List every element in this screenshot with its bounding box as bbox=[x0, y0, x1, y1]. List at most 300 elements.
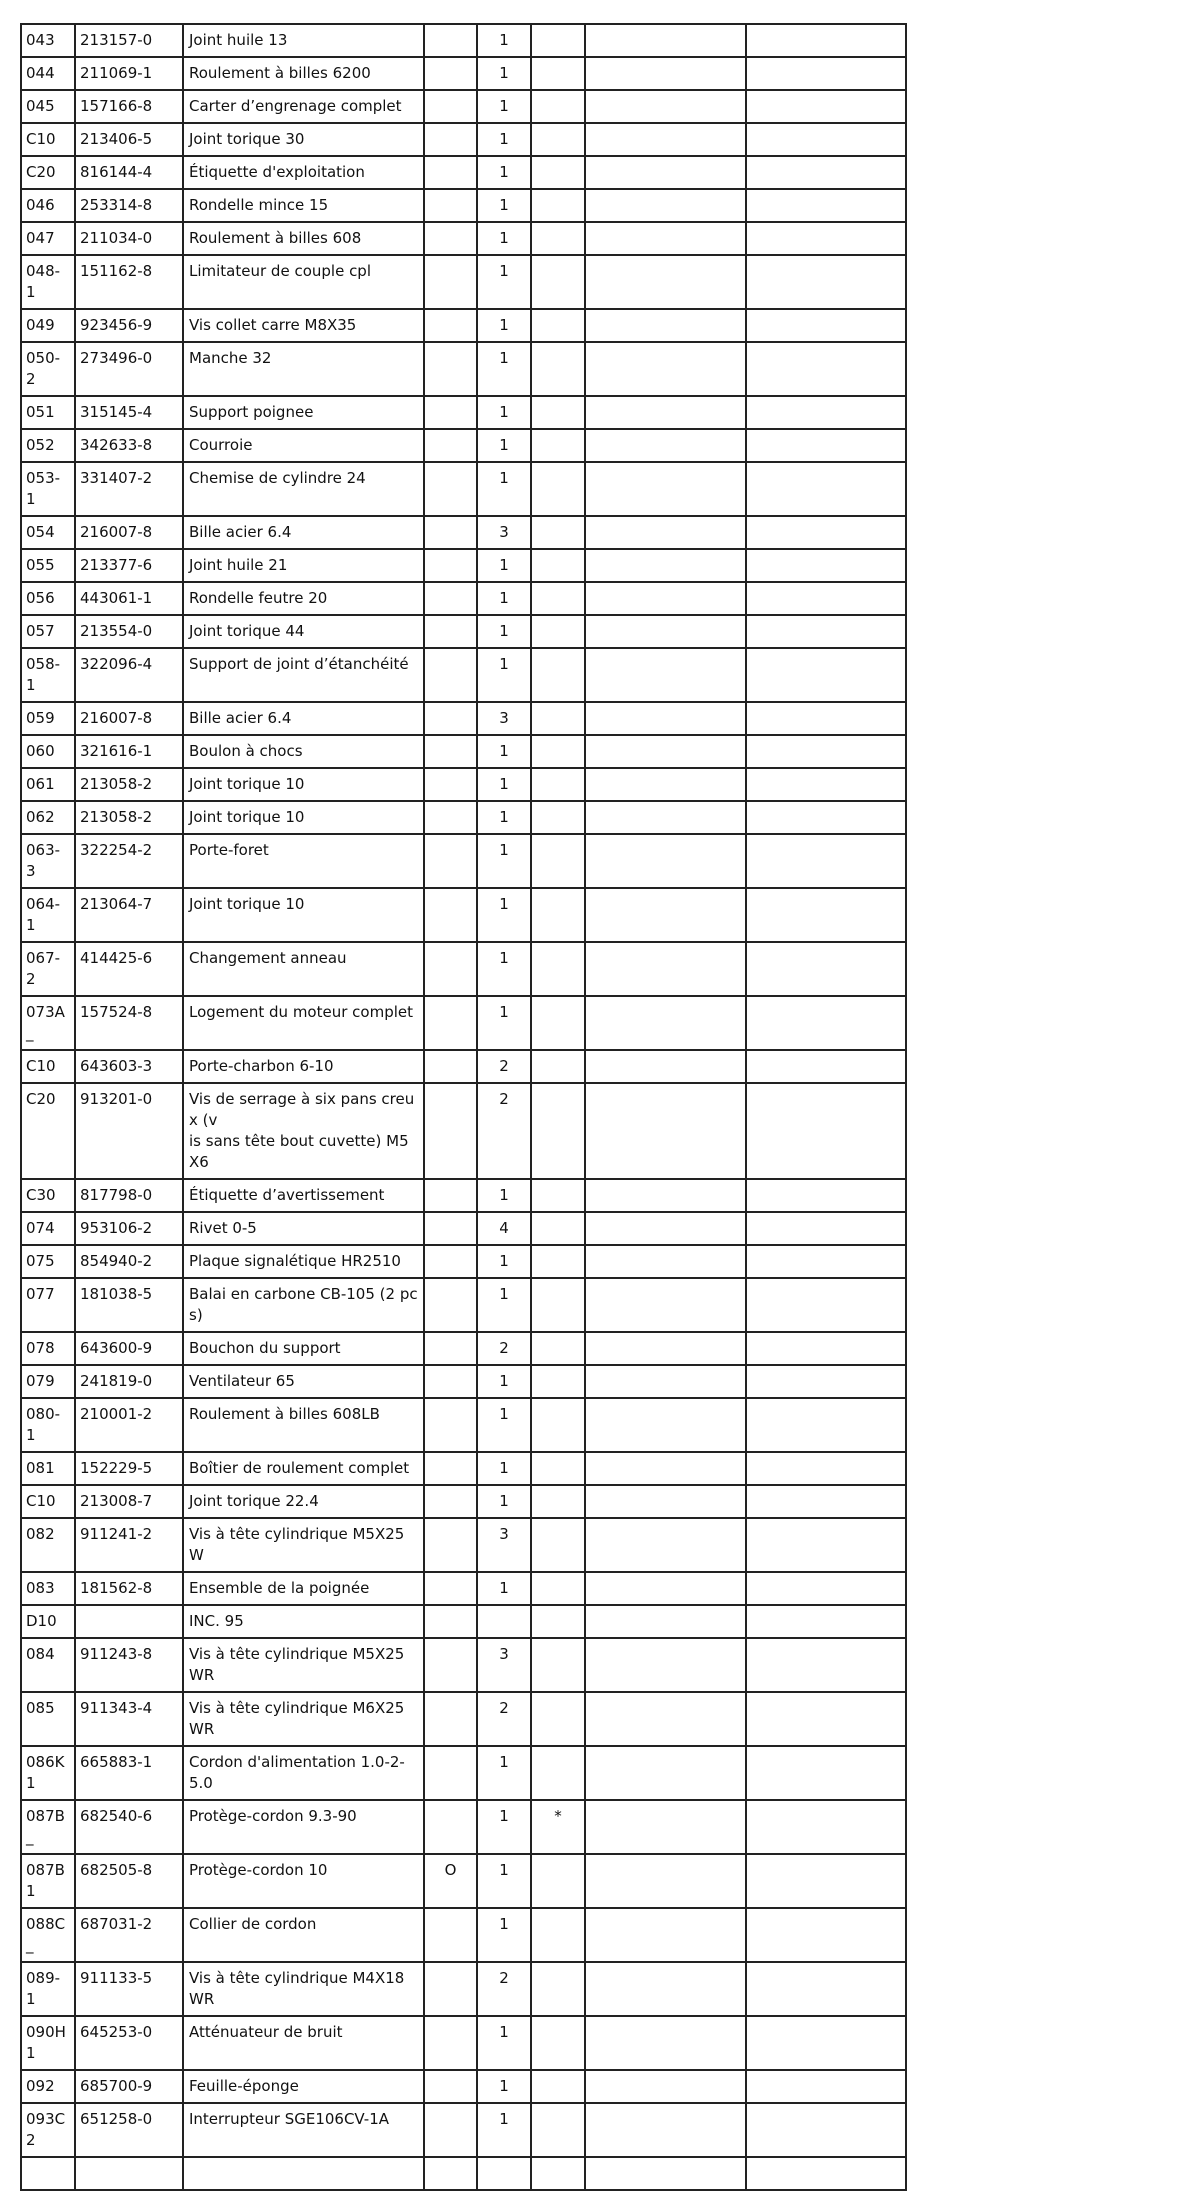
flag-cell bbox=[424, 1800, 477, 1854]
table-row bbox=[21, 462, 906, 516]
mark-cell bbox=[531, 1365, 585, 1398]
quantity-cell: 1 bbox=[477, 801, 531, 834]
table-row bbox=[21, 1962, 906, 2016]
note-cell bbox=[585, 702, 746, 735]
quantity-cell: 1 bbox=[477, 582, 531, 615]
item-number-cell: 063-3 bbox=[21, 834, 75, 888]
table-row bbox=[21, 1572, 906, 1605]
description-cell: Vis à tête cylindrique M4X18 WR bbox=[183, 1962, 424, 2016]
note-cell bbox=[585, 2016, 746, 2070]
note-cell bbox=[585, 1962, 746, 2016]
note-cell bbox=[746, 1365, 906, 1398]
flag-cell bbox=[424, 1485, 477, 1518]
mark-cell bbox=[531, 834, 585, 888]
part-number-cell: 645253-0 bbox=[75, 2016, 183, 2070]
item-number-cell: 051 bbox=[21, 396, 75, 429]
item-number-cell: D10 bbox=[21, 1605, 75, 1638]
quantity-cell: 1 bbox=[477, 648, 531, 702]
part-number-cell: 816144-4 bbox=[75, 156, 183, 189]
item-number-cell: C20 bbox=[21, 1083, 75, 1179]
note-cell bbox=[585, 1605, 746, 1638]
item-number-cell: 055 bbox=[21, 549, 75, 582]
part-number-cell: 687031-2 bbox=[75, 1908, 183, 1962]
item-number-cell: 043 bbox=[21, 24, 75, 57]
note-cell bbox=[585, 942, 746, 996]
item-number-cell bbox=[21, 2157, 75, 2190]
item-number-cell: 062 bbox=[21, 801, 75, 834]
flag-cell bbox=[424, 90, 477, 123]
item-number-cell: 044 bbox=[21, 57, 75, 90]
item-number-cell: 053-1 bbox=[21, 462, 75, 516]
mark-cell bbox=[531, 996, 585, 1050]
quantity-cell: 1 bbox=[477, 255, 531, 309]
note-cell bbox=[746, 1962, 906, 2016]
description-cell: Vis de serrage à six pans creux (v is sans tête bout cuvette) M5X6 bbox=[183, 1083, 424, 1179]
note-cell bbox=[585, 2070, 746, 2103]
quantity-cell: 1 bbox=[477, 2103, 531, 2157]
item-number-cell: 056 bbox=[21, 582, 75, 615]
note-cell bbox=[585, 996, 746, 1050]
note-cell bbox=[585, 90, 746, 123]
mark-cell bbox=[531, 156, 585, 189]
note-cell bbox=[585, 189, 746, 222]
table-row bbox=[21, 1605, 906, 1638]
flag-cell bbox=[424, 1452, 477, 1485]
note-cell bbox=[585, 1908, 746, 1962]
note-cell bbox=[585, 1083, 746, 1179]
table-row bbox=[21, 834, 906, 888]
item-number-cell: 047 bbox=[21, 222, 75, 255]
flag-cell bbox=[424, 2157, 477, 2190]
quantity-cell: 1 bbox=[477, 429, 531, 462]
mark-cell bbox=[531, 1278, 585, 1332]
table-row bbox=[21, 309, 906, 342]
mark-cell bbox=[531, 429, 585, 462]
mark-cell bbox=[531, 189, 585, 222]
note-cell bbox=[746, 2103, 906, 2157]
description-cell: Carter d’engrenage complet bbox=[183, 90, 424, 123]
mark-cell bbox=[531, 222, 585, 255]
description-cell: Support poignee bbox=[183, 396, 424, 429]
note-cell bbox=[585, 1452, 746, 1485]
flag-cell bbox=[424, 1050, 477, 1083]
flag-cell bbox=[424, 2016, 477, 2070]
part-number-cell: 253314-8 bbox=[75, 189, 183, 222]
flag-cell bbox=[424, 1083, 477, 1179]
item-number-cell: 074 bbox=[21, 1212, 75, 1245]
quantity-cell: 1 bbox=[477, 1179, 531, 1212]
flag-cell bbox=[424, 1962, 477, 2016]
table-row bbox=[21, 1179, 906, 1212]
quantity-cell: 4 bbox=[477, 1212, 531, 1245]
flag-cell bbox=[424, 1638, 477, 1692]
part-number-cell: 923456-9 bbox=[75, 309, 183, 342]
flag-cell bbox=[424, 1278, 477, 1332]
table-row bbox=[21, 189, 906, 222]
mark-cell bbox=[531, 396, 585, 429]
note-cell bbox=[746, 1908, 906, 1962]
part-number-cell: 213008-7 bbox=[75, 1485, 183, 1518]
note-cell bbox=[585, 123, 746, 156]
mark-cell bbox=[531, 768, 585, 801]
description-cell: Support de joint d’étanchéité bbox=[183, 648, 424, 702]
item-number-cell: 073A_ bbox=[21, 996, 75, 1050]
mark-cell bbox=[531, 309, 585, 342]
mark-cell: * bbox=[531, 1800, 585, 1854]
part-number-cell: 213157-0 bbox=[75, 24, 183, 57]
flag-cell bbox=[424, 1245, 477, 1278]
note-cell bbox=[746, 1638, 906, 1692]
description-cell: Boulon à chocs bbox=[183, 735, 424, 768]
note-cell bbox=[585, 396, 746, 429]
part-number-cell: 854940-2 bbox=[75, 1245, 183, 1278]
note-cell bbox=[746, 648, 906, 702]
note-cell bbox=[585, 549, 746, 582]
quantity-cell: 1 bbox=[477, 1908, 531, 1962]
note-cell bbox=[746, 342, 906, 396]
note-cell bbox=[585, 462, 746, 516]
mark-cell bbox=[531, 57, 585, 90]
note-cell bbox=[746, 255, 906, 309]
mark-cell bbox=[531, 1854, 585, 1908]
flag-cell bbox=[424, 1692, 477, 1746]
part-number-cell: 643603-3 bbox=[75, 1050, 183, 1083]
note-cell bbox=[746, 1245, 906, 1278]
mark-cell bbox=[531, 735, 585, 768]
quantity-cell: 1 bbox=[477, 942, 531, 996]
description-cell: Joint torique 10 bbox=[183, 801, 424, 834]
item-number-cell: 087B1 bbox=[21, 1854, 75, 1908]
mark-cell bbox=[531, 24, 585, 57]
table-row bbox=[21, 648, 906, 702]
part-number-cell: 643600-9 bbox=[75, 1332, 183, 1365]
item-number-cell: C10 bbox=[21, 1485, 75, 1518]
note-cell bbox=[585, 57, 746, 90]
item-number-cell: 078 bbox=[21, 1332, 75, 1365]
mark-cell bbox=[531, 1908, 585, 1962]
quantity-cell: 1 bbox=[477, 222, 531, 255]
mark-cell bbox=[531, 1398, 585, 1452]
description-cell: Rondelle mince 15 bbox=[183, 189, 424, 222]
part-number-cell: 665883-1 bbox=[75, 1746, 183, 1800]
description-cell: INC. 95 bbox=[183, 1605, 424, 1638]
item-number-cell: 081 bbox=[21, 1452, 75, 1485]
flag-cell bbox=[424, 1908, 477, 1962]
description-cell: Vis collet carre M8X35 bbox=[183, 309, 424, 342]
description-cell: Joint torique 30 bbox=[183, 123, 424, 156]
note-cell bbox=[585, 2103, 746, 2157]
description-cell: Roulement à billes 608 bbox=[183, 222, 424, 255]
mark-cell bbox=[531, 1572, 585, 1605]
description-cell: Bouchon du support bbox=[183, 1332, 424, 1365]
part-number-cell: 213377-6 bbox=[75, 549, 183, 582]
table-row bbox=[21, 1212, 906, 1245]
quantity-cell: 1 bbox=[477, 24, 531, 57]
note-cell bbox=[585, 735, 746, 768]
description-cell: Étiquette d’avertissement bbox=[183, 1179, 424, 1212]
note-cell bbox=[585, 1365, 746, 1398]
note-cell bbox=[746, 156, 906, 189]
description-cell: Joint huile 21 bbox=[183, 549, 424, 582]
item-number-cell: 045 bbox=[21, 90, 75, 123]
item-number-cell: 093C2 bbox=[21, 2103, 75, 2157]
flag-cell bbox=[424, 342, 477, 396]
item-number-cell: 046 bbox=[21, 189, 75, 222]
note-cell bbox=[746, 768, 906, 801]
mark-cell bbox=[531, 1485, 585, 1518]
description-cell: Joint torique 44 bbox=[183, 615, 424, 648]
quantity-cell: 2 bbox=[477, 1332, 531, 1365]
note-cell bbox=[746, 462, 906, 516]
part-number-cell: 817798-0 bbox=[75, 1179, 183, 1212]
item-number-cell: 082 bbox=[21, 1518, 75, 1572]
mark-cell bbox=[531, 516, 585, 549]
note-cell bbox=[585, 309, 746, 342]
table-row bbox=[21, 615, 906, 648]
description-cell bbox=[183, 2157, 424, 2190]
quantity-cell: 1 bbox=[477, 156, 531, 189]
part-number-cell: 151162-8 bbox=[75, 255, 183, 309]
table-row bbox=[21, 1452, 906, 1485]
item-number-cell: 080-1 bbox=[21, 1398, 75, 1452]
flag-cell bbox=[424, 549, 477, 582]
part-number-cell: 213406-5 bbox=[75, 123, 183, 156]
quantity-cell: 1 bbox=[477, 1854, 531, 1908]
description-cell: Rondelle feutre 20 bbox=[183, 582, 424, 615]
flag-cell bbox=[424, 1572, 477, 1605]
table-row bbox=[21, 2070, 906, 2103]
mark-cell bbox=[531, 2070, 585, 2103]
quantity-cell: 2 bbox=[477, 1083, 531, 1179]
flag-cell bbox=[424, 888, 477, 942]
part-number-cell: 273496-0 bbox=[75, 342, 183, 396]
description-cell: Ventilateur 65 bbox=[183, 1365, 424, 1398]
note-cell bbox=[746, 516, 906, 549]
table-row bbox=[21, 57, 906, 90]
mark-cell bbox=[531, 2103, 585, 2157]
note-cell bbox=[746, 801, 906, 834]
mark-cell bbox=[531, 942, 585, 996]
description-cell: Joint huile 13 bbox=[183, 24, 424, 57]
description-cell: Vis à tête cylindrique M6X25 WR bbox=[183, 1692, 424, 1746]
table-row bbox=[21, 516, 906, 549]
mark-cell bbox=[531, 1050, 585, 1083]
table-row bbox=[21, 768, 906, 801]
flag-cell bbox=[424, 702, 477, 735]
mark-cell bbox=[531, 462, 585, 516]
note-cell bbox=[585, 1692, 746, 1746]
table-row bbox=[21, 735, 906, 768]
quantity-cell: 1 bbox=[477, 57, 531, 90]
note-cell bbox=[746, 1800, 906, 1854]
table-row bbox=[21, 1398, 906, 1452]
note-cell bbox=[585, 834, 746, 888]
quantity-cell: 1 bbox=[477, 1452, 531, 1485]
note-cell bbox=[746, 2070, 906, 2103]
note-cell bbox=[746, 1398, 906, 1452]
quantity-cell: 1 bbox=[477, 549, 531, 582]
item-number-cell: 092 bbox=[21, 2070, 75, 2103]
mark-cell bbox=[531, 2016, 585, 2070]
quantity-cell: 1 bbox=[477, 996, 531, 1050]
mark-cell bbox=[531, 1452, 585, 1485]
flag-cell bbox=[424, 24, 477, 57]
mark-cell bbox=[531, 801, 585, 834]
part-number-cell: 685700-9 bbox=[75, 2070, 183, 2103]
description-cell: Joint torique 22.4 bbox=[183, 1485, 424, 1518]
table-row bbox=[21, 1050, 906, 1083]
description-cell: Collier de cordon bbox=[183, 1908, 424, 1962]
note-cell bbox=[585, 222, 746, 255]
description-cell: Vis à tête cylindrique M5X25 WR bbox=[183, 1638, 424, 1692]
note-cell bbox=[585, 1050, 746, 1083]
quantity-cell: 1 bbox=[477, 1365, 531, 1398]
table-row bbox=[21, 996, 906, 1050]
table-row bbox=[21, 702, 906, 735]
flag-cell bbox=[424, 996, 477, 1050]
description-cell: Roulement à billes 6200 bbox=[183, 57, 424, 90]
flag-cell bbox=[424, 735, 477, 768]
note-cell bbox=[585, 156, 746, 189]
note-cell bbox=[746, 996, 906, 1050]
description-cell: Chemise de cylindre 24 bbox=[183, 462, 424, 516]
note-cell bbox=[585, 342, 746, 396]
flag-cell bbox=[424, 2103, 477, 2157]
flag-cell bbox=[424, 942, 477, 996]
quantity-cell: 1 bbox=[477, 1245, 531, 1278]
table-row bbox=[21, 1278, 906, 1332]
part-number-cell: 321616-1 bbox=[75, 735, 183, 768]
table-row bbox=[21, 1245, 906, 1278]
quantity-cell: 1 bbox=[477, 1800, 531, 1854]
mark-cell bbox=[531, 1962, 585, 2016]
mark-cell bbox=[531, 1083, 585, 1179]
description-cell: Étiquette d'exploitation bbox=[183, 156, 424, 189]
quantity-cell: 3 bbox=[477, 702, 531, 735]
mark-cell bbox=[531, 1179, 585, 1212]
part-number-cell: 342633-8 bbox=[75, 429, 183, 462]
note-cell bbox=[746, 1278, 906, 1332]
mark-cell bbox=[531, 615, 585, 648]
quantity-cell: 2 bbox=[477, 1692, 531, 1746]
part-number-cell: 211034-0 bbox=[75, 222, 183, 255]
mark-cell bbox=[531, 648, 585, 702]
item-number-cell: 084 bbox=[21, 1638, 75, 1692]
description-cell: Rivet 0-5 bbox=[183, 1212, 424, 1245]
flag-cell bbox=[424, 222, 477, 255]
note-cell bbox=[585, 1518, 746, 1572]
note-cell bbox=[585, 255, 746, 309]
flag-cell bbox=[424, 834, 477, 888]
quantity-cell: 3 bbox=[477, 516, 531, 549]
note-cell bbox=[585, 1179, 746, 1212]
note-cell bbox=[746, 1692, 906, 1746]
quantity-cell: 1 bbox=[477, 1746, 531, 1800]
note-cell bbox=[746, 1485, 906, 1518]
description-cell: Joint torique 10 bbox=[183, 768, 424, 801]
quantity-cell: 3 bbox=[477, 1518, 531, 1572]
quantity-cell: 1 bbox=[477, 1485, 531, 1518]
table-row bbox=[21, 396, 906, 429]
flag-cell bbox=[424, 396, 477, 429]
quantity-cell: 1 bbox=[477, 615, 531, 648]
description-cell: Changement anneau bbox=[183, 942, 424, 996]
description-cell: Courroie bbox=[183, 429, 424, 462]
note-cell bbox=[746, 123, 906, 156]
description-cell: Feuille-éponge bbox=[183, 2070, 424, 2103]
quantity-cell: 2 bbox=[477, 1962, 531, 2016]
flag-cell bbox=[424, 2070, 477, 2103]
description-cell: Interrupteur SGE106CV-1A bbox=[183, 2103, 424, 2157]
description-cell: Porte-charbon 6-10 bbox=[183, 1050, 424, 1083]
flag-cell bbox=[424, 1605, 477, 1638]
parts-table bbox=[20, 23, 907, 2191]
flag-cell bbox=[424, 1518, 477, 1572]
note-cell bbox=[746, 1605, 906, 1638]
item-number-cell: 087B_ bbox=[21, 1800, 75, 1854]
note-cell bbox=[585, 1800, 746, 1854]
note-cell bbox=[585, 1245, 746, 1278]
flag-cell bbox=[424, 615, 477, 648]
quantity-cell: 1 bbox=[477, 342, 531, 396]
quantity-cell: 1 bbox=[477, 1572, 531, 1605]
quantity-cell: 1 bbox=[477, 1278, 531, 1332]
flag-cell: O bbox=[424, 1854, 477, 1908]
item-number-cell: 061 bbox=[21, 768, 75, 801]
description-cell: Ensemble de la poignée bbox=[183, 1572, 424, 1605]
quantity-cell: 1 bbox=[477, 888, 531, 942]
note-cell bbox=[746, 615, 906, 648]
note-cell bbox=[585, 1638, 746, 1692]
item-number-cell: 050-2 bbox=[21, 342, 75, 396]
table-row bbox=[21, 2016, 906, 2070]
mark-cell bbox=[531, 342, 585, 396]
note-cell bbox=[746, 1518, 906, 1572]
table-row bbox=[21, 429, 906, 462]
note-cell bbox=[746, 1050, 906, 1083]
flag-cell bbox=[424, 57, 477, 90]
note-cell bbox=[746, 90, 906, 123]
flag-cell bbox=[424, 582, 477, 615]
note-cell bbox=[585, 24, 746, 57]
item-number-cell: 085 bbox=[21, 1692, 75, 1746]
note-cell bbox=[746, 396, 906, 429]
part-number-cell: 322254-2 bbox=[75, 834, 183, 888]
item-number-cell: C30 bbox=[21, 1179, 75, 1212]
part-number-cell: 157166-8 bbox=[75, 90, 183, 123]
description-cell: Plaque signalétique HR2510 bbox=[183, 1245, 424, 1278]
part-number-cell: 911133-5 bbox=[75, 1962, 183, 2016]
flag-cell bbox=[424, 156, 477, 189]
table-row bbox=[21, 2157, 906, 2190]
quantity-cell: 1 bbox=[477, 462, 531, 516]
mark-cell bbox=[531, 1212, 585, 1245]
item-number-cell: 052 bbox=[21, 429, 75, 462]
flag-cell bbox=[424, 801, 477, 834]
note-cell bbox=[746, 549, 906, 582]
table-row bbox=[21, 1908, 906, 1962]
description-cell: Porte-foret bbox=[183, 834, 424, 888]
mark-cell bbox=[531, 582, 585, 615]
table-row bbox=[21, 2103, 906, 2157]
item-number-cell: 049 bbox=[21, 309, 75, 342]
note-cell bbox=[746, 1854, 906, 1908]
quantity-cell: 1 bbox=[477, 834, 531, 888]
table-row bbox=[21, 1485, 906, 1518]
note-cell bbox=[746, 429, 906, 462]
part-number-cell: 181562-8 bbox=[75, 1572, 183, 1605]
table-row bbox=[21, 222, 906, 255]
